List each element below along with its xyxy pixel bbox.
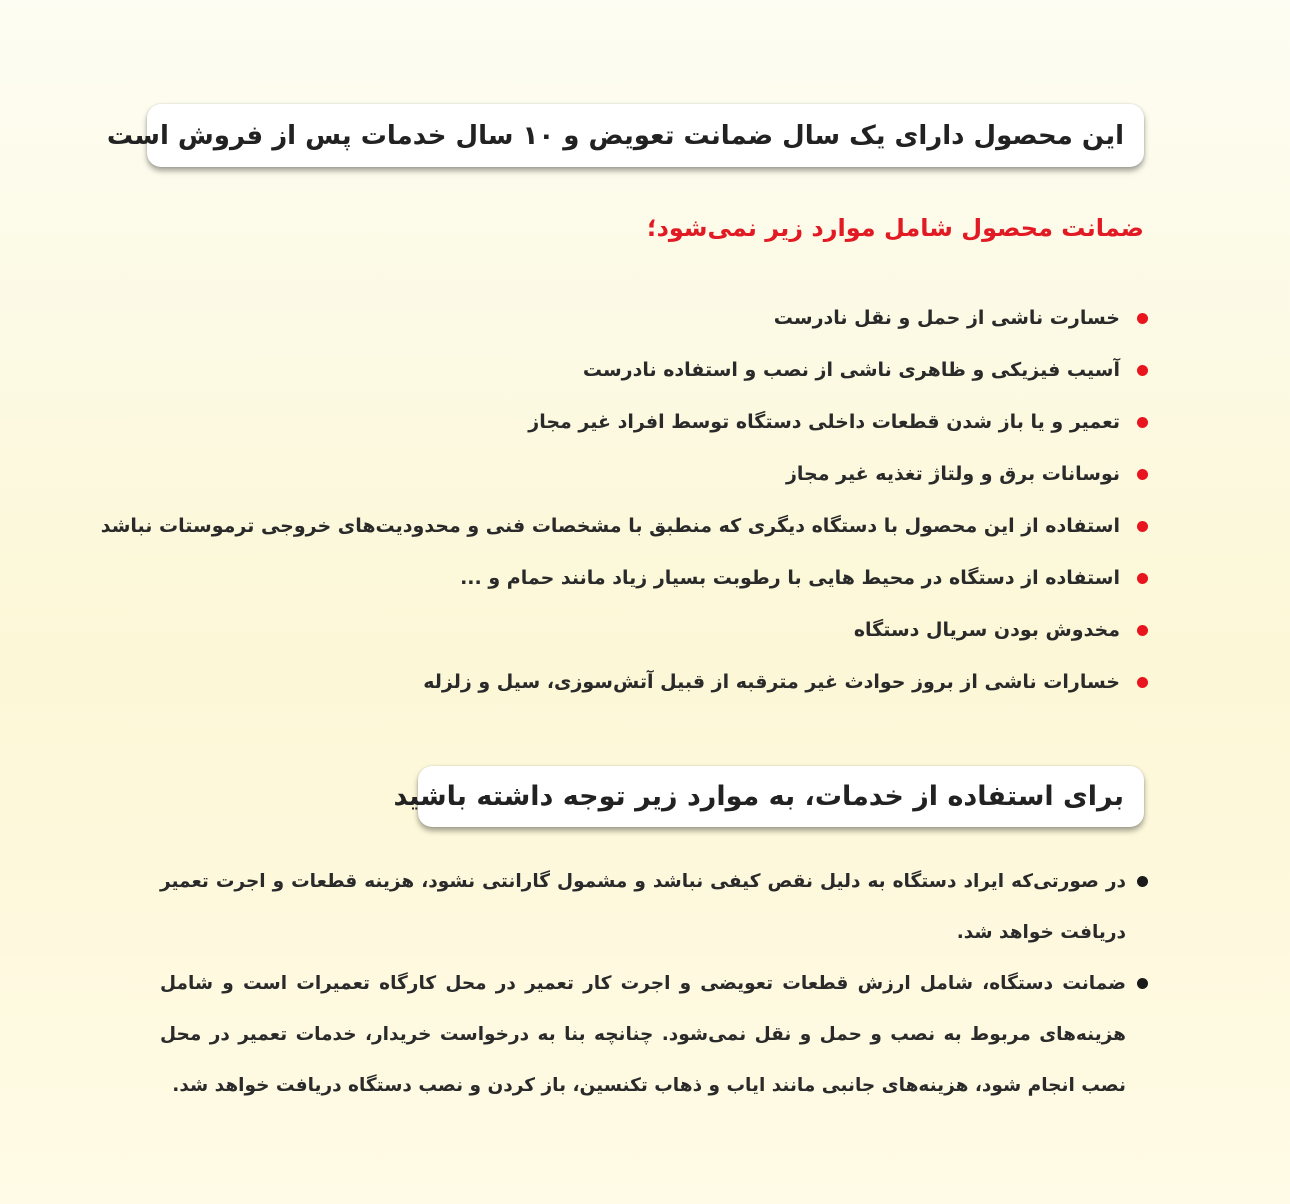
exclusion-text: استفاده از دستگاه در محیط هایی با رطوبت بسیار زیاد مانند حمام و ... (460, 567, 1120, 589)
exclusion-text: خسارات ناشی از بروز حوادث غیر مترقبه از قبیل آتش‌سوزی، سیل و زلزله (423, 671, 1120, 693)
red-bullet-icon (1137, 677, 1148, 688)
exclusion-item (101, 344, 1120, 396)
exclusions-heading: ضمانت محصول شامل موارد زیر نمی‌شود؛ (646, 214, 1144, 242)
exclusion-item (101, 552, 1120, 604)
exclusion-text: مخدوش بودن سریال دستگاه (853, 619, 1120, 641)
red-bullet-icon (1137, 521, 1148, 532)
red-bullet-icon (1137, 625, 1148, 636)
red-bullet-icon (1137, 573, 1148, 584)
black-bullet-icon (1137, 876, 1148, 887)
service-note (160, 856, 1126, 958)
red-bullet-icon (1137, 417, 1148, 428)
exclusion-text: نوسانات برق و ولتاژ تغذیه غیر مجاز (785, 463, 1120, 485)
service-note (160, 958, 1126, 1111)
warranty-title-banner (106, 104, 1144, 167)
red-bullet-icon (1137, 365, 1148, 376)
exclusion-item (101, 500, 1120, 552)
service-notes-list (160, 856, 1126, 1111)
exclusion-item (101, 396, 1120, 448)
exclusion-text: تعمیر و یا باز شدن قطعات داخلی دستگاه توسط افراد غیر مجاز (528, 411, 1120, 433)
exclusion-item (101, 292, 1120, 344)
service-notes-title: برای استفاده از خدمات، به موارد زیر توجه داشته باشید (393, 781, 1124, 812)
service-notes-banner (393, 766, 1144, 827)
exclusion-text: آسیب فیزیکی و ظاهری ناشی از نصب و استفاده نادرست (582, 359, 1120, 381)
red-bullet-icon (1137, 469, 1148, 480)
exclusion-item (101, 604, 1120, 656)
service-note-text: ضمانت دستگاه، شامل ارزش قطعات تعویضی و اجرت کار تعمیر در محل کارگاه تعمیرات است و شامل هزینه‌های مربوط به نصب و حمل و نقل نمی‌شود. چنانچه بنا به درخواست خریدار، خدمات تعمیر در محل نصب انجام شود، هزینه‌های جانبی مانند ایاب و ذهاب تکنسین، باز کردن و نصب دستگاه دریافت خواهد شد. (160, 973, 1126, 1096)
service-note-text: در صورتی‌که ایراد دستگاه به دلیل نقص کیفی نباشد و مشمول گارانتی نشود، هزینه قطعات و اجرت تعمیر دریافت خواهد شد. (160, 871, 1126, 943)
red-bullet-icon (1137, 313, 1148, 324)
exclusion-text: خسارت ناشی از حمل و نقل نادرست (773, 307, 1120, 329)
black-bullet-icon (1137, 978, 1148, 989)
exclusion-text: استفاده از این محصول با دستگاه دیگری که منطبق با مشخصات فنی و محدودیت‌های خروجی ترموستات نباشد (100, 515, 1120, 537)
exclusions-list (101, 292, 1120, 708)
exclusion-item (101, 656, 1120, 708)
exclusion-item (101, 448, 1120, 500)
warranty-title: این محصول دارای یک سال ضمانت تعویض و ۱۰ سال خدمات پس از فروش است (106, 120, 1124, 151)
